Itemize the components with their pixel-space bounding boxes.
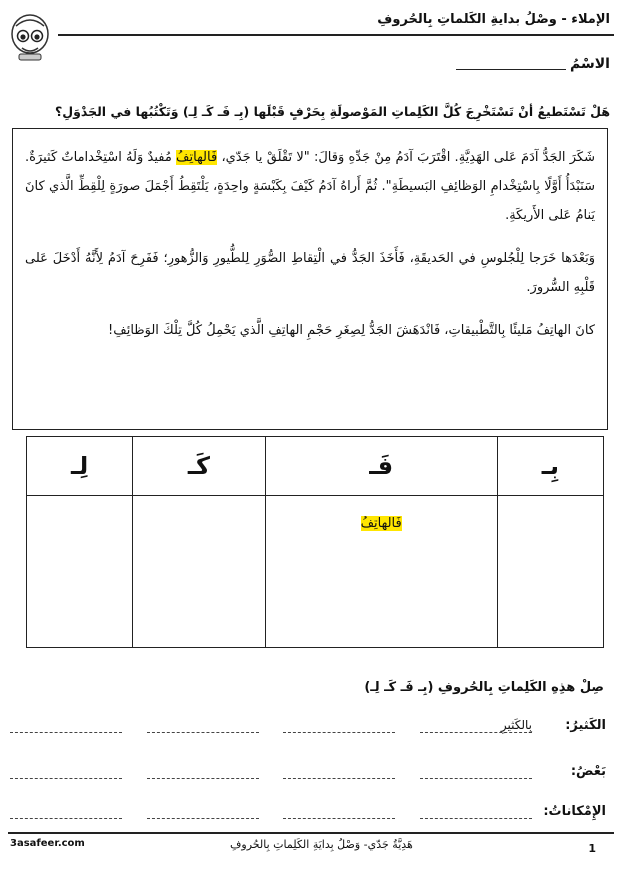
story-text: مُفيدٌ وَلَهُ اسْتِخْداماتٌ كَثيرَةٌ. سَنَبْدَأُ أَوَّلًا بِاسْتِخْدامِ الوَظائِفِ البَسيطَةِ". ثُمَّ أَراهُ آدَمُ كَيْفَ بِكَبْسَةٍ واحِدَةٍ، يَلْتَقِطُ أَجْمَلَ صورَةٍ لِلْقِطِّ الَّذي كانَ يَنامُ عَلى الأَريكَةِ. xyxy=(25,150,595,223)
footer-divider xyxy=(8,832,614,834)
table-answer-cell[interactable] xyxy=(265,496,497,648)
table-header-cell: فَـ xyxy=(265,437,497,496)
table-header-cell: كَـ xyxy=(133,437,265,496)
answer-slot[interactable] xyxy=(147,764,259,779)
highlighted-word: فَالهاتِفُ xyxy=(176,150,218,165)
table-answer-cell[interactable] xyxy=(133,496,265,648)
exercise-row xyxy=(10,764,606,779)
answer-slot[interactable] xyxy=(283,764,395,779)
answer-slot[interactable] xyxy=(283,718,395,733)
story-paragraph-1 xyxy=(25,143,595,230)
story-text: شَكَرَ الجَدُّ آدَمَ عَلى الهَدِيَّةِ. اقْتَرَبَ آدَمُ مِنْ جَدِّهِ وَقالَ: "لا تَقْلَقْ يا جَدّي، xyxy=(221,150,595,165)
exercise-row xyxy=(10,804,606,819)
page-title: الإملاء - وصْلُ بدايةِ الكَلماتِ بِالحُروفِ xyxy=(377,12,610,27)
name-blank-line[interactable] xyxy=(456,59,566,70)
exercise-word: الإِمْكاناتُ: xyxy=(543,804,606,819)
answer-slot[interactable] xyxy=(147,718,259,733)
name-field-row xyxy=(456,56,610,72)
table-answer-cell[interactable] xyxy=(27,496,133,648)
answer-slot[interactable] xyxy=(10,718,122,733)
name-label: الاسْمُ xyxy=(570,56,610,72)
story-paragraph-3: كانَ الهاتِفُ مَليئًا بِالتَّطْبيقاتِ، فَانْدَهَشَ الجَدُّ لِصِغَرِ حَجْمِ الهاتِفِ الَّذي يَحْمِلُ كُلَّ تِلْكَ الوَظائِفِ! xyxy=(108,323,595,338)
footer-site-link[interactable]: 3asafeer.com xyxy=(10,838,85,849)
table-row xyxy=(27,496,604,648)
answer-slot[interactable] xyxy=(10,804,122,819)
answer-slot[interactable] xyxy=(420,804,532,819)
table-header-cell: لِـ xyxy=(27,437,133,496)
question-instruction-1: هَلْ تَسْتَطيعُ أنْ تَسْتَخْرِجَ كُلَّ الكَلِماتِ المَوْصولَةِ بِحَرْفٍ قَبْلَها (بِـ فَـ كَـ لِـ) وَتَكْتُبُها في الجَدْوَلِ؟ xyxy=(55,104,610,119)
example-answer: فَالهاتِفُ xyxy=(360,516,402,531)
exercise-word: بَعْضُ: xyxy=(570,764,606,779)
question-instruction-2: صِلْ هذِهِ الكَلِماتِ بِالحُروفِ (بِـ فَـ كَـ لِـ) xyxy=(364,680,604,695)
header-divider xyxy=(58,34,614,36)
answer-slots xyxy=(10,804,538,819)
footer-title: هَدِيَّةُ جَدّي- وَصْلُ بِدايَةِ الكَلِماتِ بِالحُروفِ xyxy=(230,838,413,851)
page-number: 1 xyxy=(588,842,596,855)
answer-slot[interactable] xyxy=(420,764,532,779)
table-header-row xyxy=(27,437,604,496)
answer-slot[interactable] xyxy=(147,804,259,819)
exercise-row xyxy=(10,718,606,733)
letters-table xyxy=(26,436,604,648)
table-answer-cell[interactable] xyxy=(497,496,603,648)
answer-slot[interactable] xyxy=(283,804,395,819)
answer-slot[interactable] xyxy=(10,764,122,779)
answer-slots xyxy=(10,764,538,779)
exercise-word: الكَثيرُ: xyxy=(565,718,606,733)
story-box xyxy=(12,128,608,430)
answer-slots xyxy=(10,718,538,733)
answer-slot[interactable]: بِالكَثيرِ xyxy=(420,718,532,733)
table-header-cell: بِـ xyxy=(497,437,603,496)
logo-avatar-icon xyxy=(10,12,50,62)
story-paragraph-2: وَبَعْدَها خَرَجا لِلْجُلوسِ في الحَديقَةِ، فَأَخَذَ الجَدُّ في الْتِقاطِ الصُّوَرِ لِلطُّيورِ وَالزُّهورِ؛ فَفَرِحَ آدَمُ لِأَنَّهُ أَدْخَلَ عَلى قَلْبِهِ السُّرورَ. xyxy=(25,251,595,295)
